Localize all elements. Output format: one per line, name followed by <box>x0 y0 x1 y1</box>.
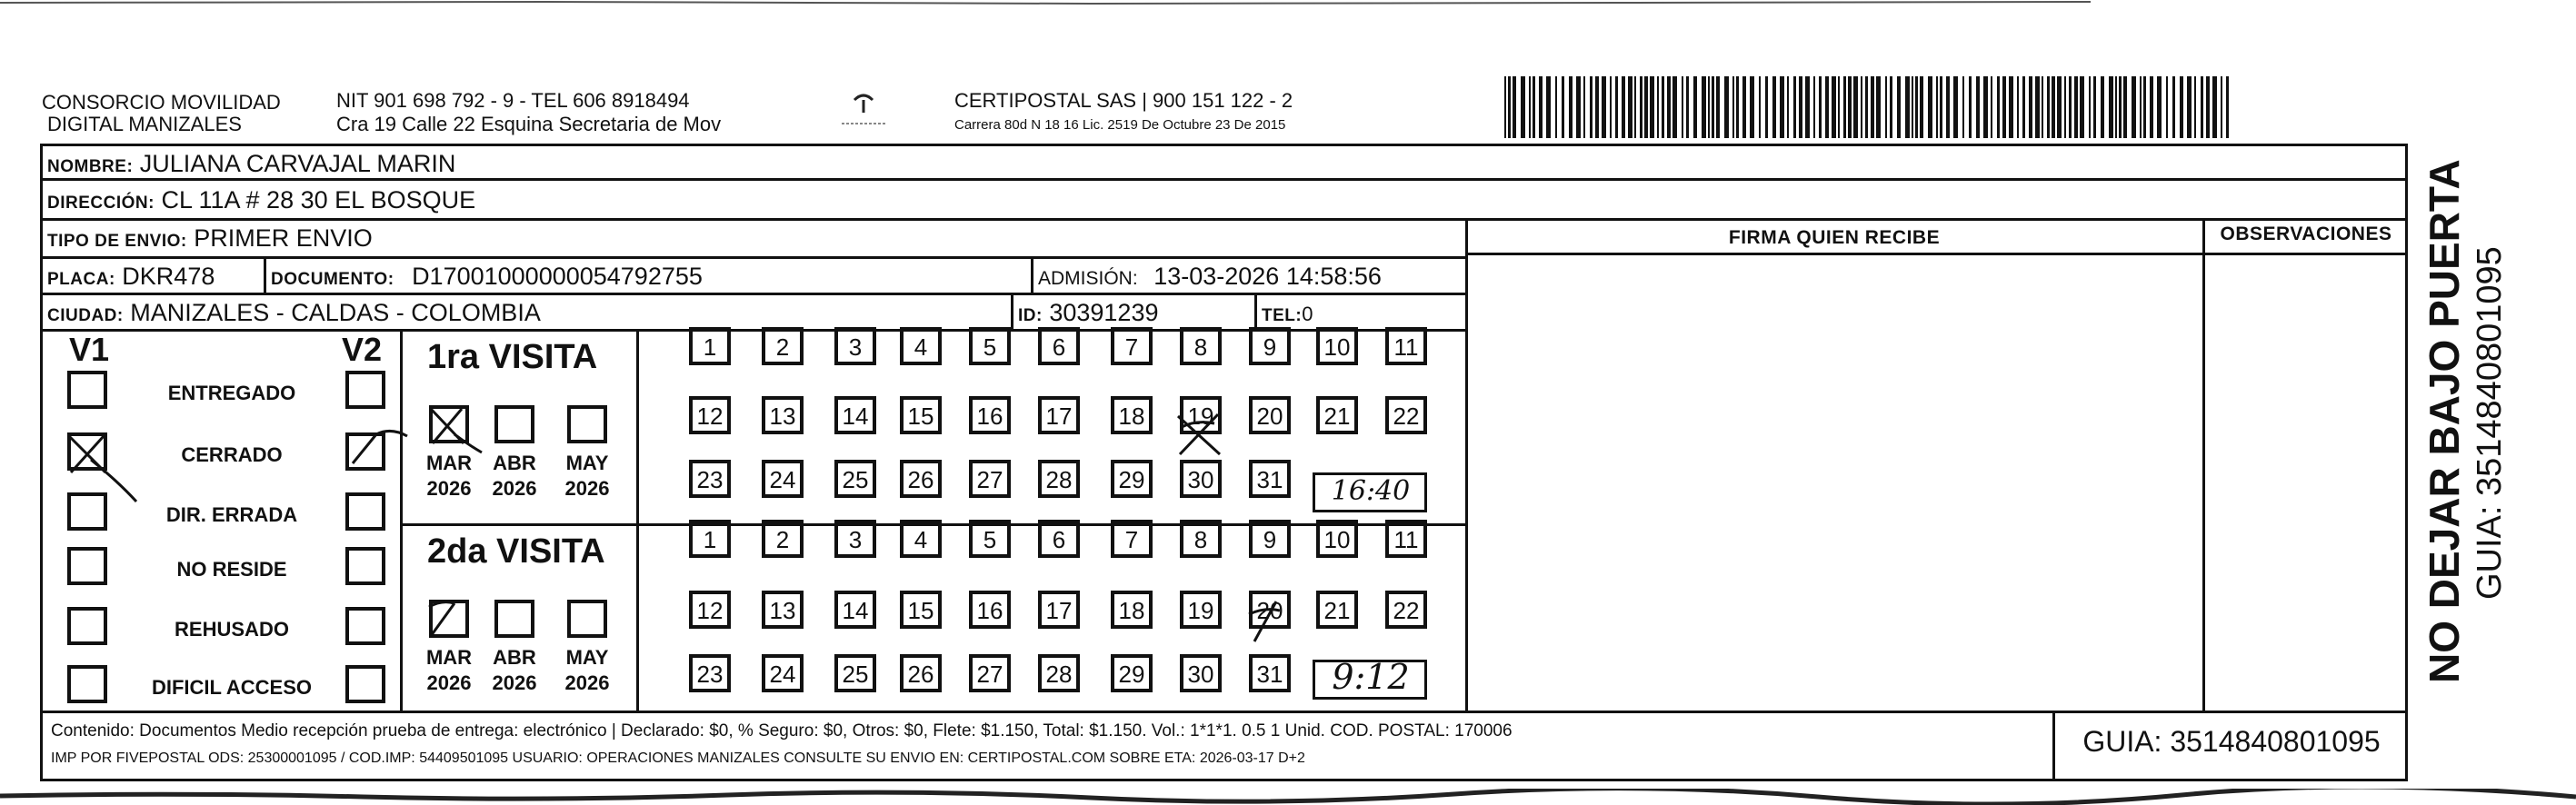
day-box-14[interactable]: 14 <box>834 396 876 434</box>
day-box-29[interactable]: 29 <box>1111 654 1153 692</box>
day-box-27[interactable]: 27 <box>969 654 1011 692</box>
sender-nit: NIT 901 698 792 - 9 - TEL 606 8918494 <box>336 89 690 112</box>
v1-label: V1 <box>69 331 110 368</box>
day-box-7[interactable]: 7 <box>1111 327 1153 365</box>
direccion-value: CL 11A # 28 30 EL BOSQUE <box>161 186 476 214</box>
day-box-1[interactable]: 1 <box>689 327 731 365</box>
observaciones-label: OBSERVACIONES <box>2220 224 2392 244</box>
month-label: MAR <box>425 452 473 474</box>
day-box-4[interactable]: 4 <box>900 327 942 365</box>
day-box-18[interactable]: 18 <box>1111 396 1153 434</box>
day-box-19[interactable]: 19 <box>1180 396 1222 434</box>
bottom-edge <box>0 789 2576 805</box>
day-box-20[interactable]: 20 <box>1249 396 1291 434</box>
day-box-13[interactable]: 13 <box>762 396 804 434</box>
day-box-21[interactable]: 21 <box>1316 396 1358 434</box>
month-year: 2026 <box>492 477 537 500</box>
carrier-license: Carrera 80d N 18 16 Lic. 2519 De Octubre 23 De 2015 <box>954 117 1286 133</box>
tel-value: 0 <box>1302 303 1313 325</box>
day-box-29[interactable]: 29 <box>1111 460 1153 498</box>
day-box-12[interactable]: 12 <box>689 591 731 629</box>
day-box-31[interactable]: 31 <box>1249 460 1291 498</box>
side-guia: GUIA: 3514840801095 <box>2471 246 2509 600</box>
status-label: NO RESIDE <box>176 558 287 581</box>
footer-line-1: Contenido: Documentos Medio recepción prueba de entrega: electrónico | Declarado: $0, % Seguro: $0, Otros: $0, Flete: $1.150, Total: $1.150. Vol.: 1*1*1. 0.5 1 Unid. COD. POSTAL: 170006 <box>51 721 1513 740</box>
nombre-value: JULIANA CARVAJAL MARIN <box>139 150 456 177</box>
day-box-18[interactable]: 18 <box>1111 591 1153 629</box>
day-box-25[interactable]: 25 <box>834 460 876 498</box>
day-box-7[interactable]: 7 <box>1111 520 1153 558</box>
day-box-2[interactable]: 2 <box>762 327 804 365</box>
day-box-27[interactable]: 27 <box>969 460 1011 498</box>
day-box-3[interactable]: 3 <box>834 520 876 558</box>
day-box-24[interactable]: 24 <box>762 654 804 692</box>
documento-label: DOCUMENTO: <box>271 270 394 289</box>
sender-address: Cra 19 Calle 22 Esquina Secretaria de Mov <box>336 113 722 135</box>
carrier-name: CERTIPOSTAL SAS | 900 151 122 - 2 <box>954 89 1293 112</box>
day-box-22[interactable]: 22 <box>1385 396 1427 434</box>
nombre-label: NOMBRE: <box>47 157 134 176</box>
day-box-23[interactable]: 23 <box>689 460 731 498</box>
month-label: ABR <box>493 646 536 669</box>
day-box-16[interactable]: 16 <box>969 396 1011 434</box>
visit1-time: 16:40 <box>1331 475 1411 507</box>
placa-value: DKR478 <box>122 263 215 290</box>
day-box-28[interactable]: 28 <box>1038 654 1080 692</box>
admision-value: 13-03-2026 14:58:56 <box>1153 263 1382 290</box>
status-label: ENTREGADO <box>167 382 296 404</box>
status-label: DIR. ERRADA <box>165 503 298 526</box>
day-box-30[interactable]: 30 <box>1180 654 1222 692</box>
footer-guia: GUIA: 3514840801095 <box>2082 725 2381 758</box>
visit2-time: 9:12 <box>1332 657 1410 697</box>
sender-name-2: DIGITAL MANIZALES <box>47 113 242 135</box>
direccion-label: DIRECCIÓN: <box>47 194 155 213</box>
day-box-3[interactable]: 3 <box>834 327 876 365</box>
day-box-8[interactable]: 8 <box>1180 327 1222 365</box>
ciudad-label: CIUDAD: <box>47 306 124 325</box>
day-box-21[interactable]: 21 <box>1316 591 1358 629</box>
month-year: 2026 <box>426 477 472 500</box>
day-box-1[interactable]: 1 <box>689 520 731 558</box>
day-box-4[interactable]: 4 <box>900 520 942 558</box>
tipo-value: PRIMER ENVIO <box>194 224 373 252</box>
day-box-23[interactable]: 23 <box>689 654 731 692</box>
day-box-9[interactable]: 9 <box>1249 327 1291 365</box>
day-box-16[interactable]: 16 <box>969 591 1011 629</box>
day-box-6[interactable]: 6 <box>1038 520 1080 558</box>
day-box-17[interactable]: 17 <box>1038 396 1080 434</box>
day-box-5[interactable]: 5 <box>969 520 1011 558</box>
documento-value: D17001000000054792755 <box>412 263 703 290</box>
id-label: ID: <box>1018 306 1043 325</box>
placa-label: PLACA: <box>47 270 115 289</box>
status-label: REHUSADO <box>175 618 289 641</box>
status-label: CERRADO <box>181 443 283 466</box>
day-box-5[interactable]: 5 <box>969 327 1011 365</box>
month-label: MAR <box>425 646 473 669</box>
month-label: MAY <box>565 646 609 669</box>
v2-label: V2 <box>342 331 383 368</box>
visit2-title: 2da VISITA <box>427 532 605 571</box>
day-box-13[interactable]: 13 <box>762 591 804 629</box>
ciudad-value: MANIZALES - CALDAS - COLOMBIA <box>130 299 541 326</box>
day-box-14[interactable]: 14 <box>834 591 876 629</box>
day-box-9[interactable]: 9 <box>1249 520 1291 558</box>
day-box-22[interactable]: 22 <box>1385 591 1427 629</box>
side-warning: NO DEJAR BAJO PUERTA <box>2421 159 2468 683</box>
day-box-10[interactable]: 10 <box>1316 520 1358 558</box>
day-box-26[interactable]: 26 <box>900 654 942 692</box>
day-box-2[interactable]: 2 <box>762 520 804 558</box>
month-label: MAY <box>565 452 609 474</box>
month-year: 2026 <box>564 477 610 500</box>
day-box-20[interactable]: 20 <box>1249 591 1291 629</box>
day-box-12[interactable]: 12 <box>689 396 731 434</box>
day-box-8[interactable]: 8 <box>1180 520 1222 558</box>
month-year: 2026 <box>426 671 472 694</box>
day-box-31[interactable]: 31 <box>1249 654 1291 692</box>
day-box-26[interactable]: 26 <box>900 460 942 498</box>
day-box-25[interactable]: 25 <box>834 654 876 692</box>
day-box-15[interactable]: 15 <box>900 396 942 434</box>
sender-name-1: CONSORCIO MOVILIDAD <box>42 91 281 114</box>
month-year: 2026 <box>492 671 537 694</box>
day-box-30[interactable]: 30 <box>1180 460 1222 498</box>
admision-label: ADMISIÓN: <box>1038 268 1138 289</box>
day-box-11[interactable]: 11 <box>1385 327 1427 365</box>
id-value: 30391239 <box>1049 299 1159 326</box>
tipo-label: TIPO DE ENVIO: <box>47 232 187 251</box>
day-box-24[interactable]: 24 <box>762 460 804 498</box>
day-box-6[interactable]: 6 <box>1038 327 1080 365</box>
firma-label: FIRMA QUIEN RECIBE <box>1728 227 1941 248</box>
day-box-28[interactable]: 28 <box>1038 460 1080 498</box>
day-box-15[interactable]: 15 <box>900 591 942 629</box>
month-year: 2026 <box>564 671 610 694</box>
visit1-title: 1ra VISITA <box>427 338 598 376</box>
day-box-10[interactable]: 10 <box>1316 327 1358 365</box>
status-label: DIFICIL ACCESO <box>151 676 312 699</box>
month-label: ABR <box>493 452 536 474</box>
day-box-17[interactable]: 17 <box>1038 591 1080 629</box>
tel-label: TEL: <box>1262 306 1303 325</box>
day-box-11[interactable]: 11 <box>1385 520 1427 558</box>
footer-line-2: IMP POR FIVEPOSTAL ODS: 25300001095 / COD.IMP: 54409501095 USUARIO: OPERACIONES MANIZALES CONSULTE SU ENVIO EN: CERTIPOSTAL.COM SOBRE ETA: 2026-03-17 D+2 <box>51 750 1305 766</box>
day-box-19[interactable]: 19 <box>1180 591 1222 629</box>
